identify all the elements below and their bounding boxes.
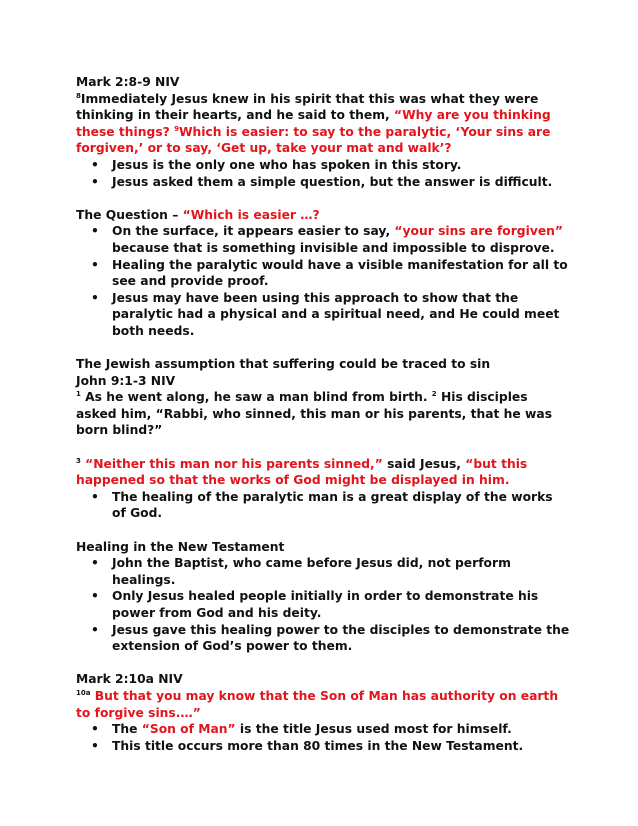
bullet-item: • Jesus asked them a simple question, but the answer is difficult. bbox=[76, 174, 570, 191]
bullet-text: because that is something invisible and impossible to disprove. bbox=[112, 240, 555, 255]
section-heading: The Jewish assumption that suffering could be traced to sin bbox=[76, 357, 491, 372]
verse-number: 3 bbox=[76, 456, 81, 465]
scripture-passage bbox=[76, 91, 570, 157]
section-mark-2-8-9 bbox=[76, 74, 570, 190]
section-healing-nt bbox=[76, 539, 570, 655]
verse-number: 1 bbox=[76, 390, 81, 399]
bullet-list bbox=[76, 157, 570, 190]
scripture-passage bbox=[76, 389, 570, 439]
verse-number: 8 bbox=[76, 91, 81, 100]
bullet-list bbox=[76, 489, 570, 522]
verse-text: His disciples asked him, “Rabbi, who sinned, this man or his parents, that he was born blind?” bbox=[76, 390, 553, 438]
verse-text: As he went along, he saw a man blind from birth. bbox=[85, 390, 428, 405]
bullet-list bbox=[76, 721, 570, 754]
section-the-question bbox=[76, 207, 570, 340]
bullet-item: • Jesus may have been using this approach to show that the paralytic had a physical and a spiritual need, and He could meet both needs. bbox=[76, 290, 570, 340]
jesus-words: But that you may know that the Son of Man has authority on earth to forgive sins.…” bbox=[76, 688, 559, 720]
bullet-text: The bbox=[112, 722, 142, 737]
heading-text: The Question – bbox=[76, 207, 183, 222]
jesus-words: “but this happened so that the works of God might be displayed in him. bbox=[76, 456, 528, 488]
bullet-item: • John the Baptist, who came before Jesus did, not perform healings. bbox=[76, 555, 570, 588]
bullet-item: • Jesus is the only one who has spoken in this story. bbox=[76, 157, 570, 174]
bullet-list bbox=[76, 555, 570, 655]
verse-number: 9 bbox=[174, 124, 179, 133]
scripture-reference: John 9:1-3 NIV bbox=[76, 373, 176, 388]
bullet-text: On the surface, it appears easier to say, bbox=[112, 224, 395, 239]
jesus-words: Which is easier: to say to the paralytic, ‘Your sins are forgiven,’ or to say, ‘Get up, take your mat and walk’? bbox=[76, 124, 551, 156]
bullet-item bbox=[76, 223, 570, 256]
scripture-reference: Mark 2:8-9 NIV bbox=[76, 75, 180, 89]
section-mark-2-10a bbox=[76, 671, 570, 754]
heading-quote: “Which is easier …? bbox=[182, 207, 320, 222]
bullet-text: is the title Jesus used most for himself. bbox=[235, 722, 512, 737]
verse-text: said Jesus, bbox=[382, 456, 466, 471]
bullet-item: • Only Jesus healed people initially in order to demonstrate his power from God and his deity. bbox=[76, 588, 570, 621]
jesus-words: “Why are you thinking these things? bbox=[76, 108, 551, 139]
verse-number: 2 bbox=[431, 390, 437, 399]
bullet-quote: “your sins are forgiven” bbox=[394, 224, 564, 239]
scripture-passage bbox=[76, 456, 570, 489]
bullet-list bbox=[76, 223, 570, 339]
bullet-item: • This title occurs more than 80 times in the New Testament. bbox=[76, 738, 570, 755]
bullet-quote: “Son of Man” bbox=[141, 722, 236, 737]
bullet-item: • Jesus gave this healing power to the disciples to demonstrate the extension of God’s power to them. bbox=[76, 622, 570, 655]
bullet-item: • The healing of the paralytic man is a great display of the works of God. bbox=[76, 489, 570, 522]
bullet-item: • Healing the paralytic would have a visible manifestation for all to see and provide proof. bbox=[76, 257, 570, 290]
verse-number: 10a bbox=[76, 688, 91, 697]
verse-text: Immediately Jesus knew in his spirit that this was what they were thinking in their hearts, and he said to them, bbox=[76, 91, 539, 123]
section-jewish-assumption bbox=[76, 356, 570, 522]
section-heading bbox=[76, 207, 570, 224]
jesus-words: “Neither this man nor his parents sinned,” bbox=[85, 456, 383, 471]
scripture-passage bbox=[76, 688, 570, 721]
document-page bbox=[76, 74, 570, 754]
bullet-item bbox=[76, 721, 570, 738]
section-heading: Healing in the New Testament bbox=[76, 539, 285, 554]
scripture-reference: Mark 2:10a NIV bbox=[76, 672, 183, 687]
